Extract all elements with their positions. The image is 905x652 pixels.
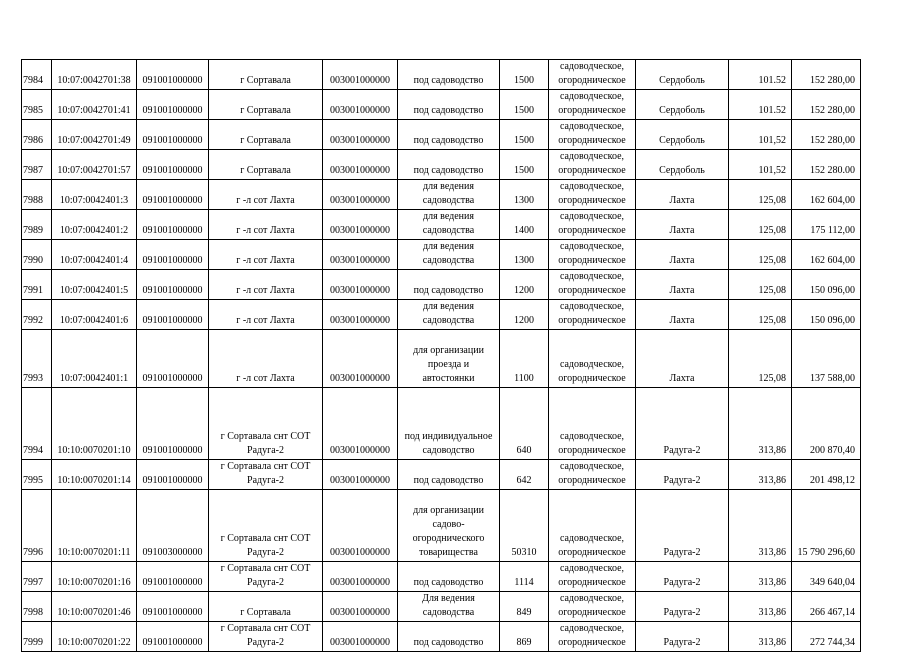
category-code-cell: 003001000000 (323, 388, 398, 460)
settlement-name-cell: Лахта (636, 300, 729, 330)
settlement-name-cell: Лахта (636, 240, 729, 270)
cadastral-number-cell: 10:07:0042401:5 (52, 270, 137, 300)
location-address-cell: г Сортавала (209, 592, 323, 622)
specific-value-cell: 313,86 (729, 592, 792, 622)
cadastral-number-cell: 10:10:0070201:14 (52, 460, 137, 490)
land-category-cell: садоводческое, огородническое (549, 562, 636, 592)
category-code-cell: 003001000000 (323, 180, 398, 210)
area-value-cell: 869 (500, 622, 549, 652)
land-category-cell: садоводческое, огородническое (549, 150, 636, 180)
specific-value-cell: 101,52 (729, 150, 792, 180)
category-code-cell: 003001000000 (323, 622, 398, 652)
area-value-cell: 1114 (500, 562, 549, 592)
table-row (22, 270, 861, 300)
land-category-cell: садоводческое, огородническое (549, 210, 636, 240)
land-category-cell: садоводческое, огородническое (549, 60, 636, 90)
settlement-name-cell: Радуга-2 (636, 490, 729, 562)
permitted-use-cell: под садоводство (398, 622, 500, 652)
permitted-use-cell: для организации садово- огороднического товарищества (398, 490, 500, 562)
category-code-cell: 003001000000 (323, 460, 398, 490)
cadastral-number-cell: 10:07:0042701:57 (52, 150, 137, 180)
table-row (22, 622, 861, 652)
oktmo-code-cell: 091001000000 (137, 592, 209, 622)
row-number-cell: 7995 (22, 460, 52, 490)
table-row (22, 490, 861, 562)
permitted-use-cell: под садоводство (398, 460, 500, 490)
cadastral-number-cell: 10:07:0042701:38 (52, 60, 137, 90)
cadastral-number-cell: 10:07:0042401:2 (52, 210, 137, 240)
oktmo-code-cell: 091003000000 (137, 490, 209, 562)
oktmo-code-cell: 091001000000 (137, 210, 209, 240)
permitted-use-cell: для организации проезда и автостоянки (398, 330, 500, 388)
specific-value-cell: 101,52 (729, 120, 792, 150)
settlement-name-cell: Радуга-2 (636, 460, 729, 490)
cadastral-value-cell: 201 498,12 (792, 460, 861, 490)
location-address-cell: г Сортавала (209, 150, 323, 180)
cadastral-number-cell: 10:07:0042401:3 (52, 180, 137, 210)
permitted-use-cell: для ведения садоводства (398, 180, 500, 210)
area-value-cell: 1200 (500, 270, 549, 300)
land-category-cell: садоводческое, огородническое (549, 300, 636, 330)
category-code-cell: 003001000000 (323, 210, 398, 240)
location-address-cell: г Сортавала (209, 120, 323, 150)
land-category-cell: садоводческое, огородническое (549, 240, 636, 270)
settlement-name-cell: Сердоболь (636, 150, 729, 180)
category-code-cell: 003001000000 (323, 240, 398, 270)
cadastral-number-cell: 10:07:0042401:6 (52, 300, 137, 330)
specific-value-cell: 101.52 (729, 60, 792, 90)
oktmo-code-cell: 091001000000 (137, 300, 209, 330)
table-row (22, 120, 861, 150)
permitted-use-cell: под садоводство (398, 270, 500, 300)
oktmo-code-cell: 091001000000 (137, 60, 209, 90)
category-code-cell: 003001000000 (323, 562, 398, 592)
category-code-cell: 003001000000 (323, 330, 398, 388)
location-address-cell: г Сортавала снт СОТ Радуга-2 (209, 562, 323, 592)
row-number-cell: 7996 (22, 490, 52, 562)
cadastral-value-cell: 152 280,00 (792, 60, 861, 90)
land-category-cell: садоводческое, огородническое (549, 388, 636, 460)
oktmo-code-cell: 091001000000 (137, 622, 209, 652)
area-value-cell: 1500 (500, 60, 549, 90)
cadastral-value-cell: 137 588,00 (792, 330, 861, 388)
specific-value-cell: 125,08 (729, 300, 792, 330)
table-row (22, 330, 861, 388)
category-code-cell: 003001000000 (323, 150, 398, 180)
location-address-cell: г -л сот Лахта (209, 300, 323, 330)
settlement-name-cell: Лахта (636, 180, 729, 210)
settlement-name-cell: Радуга-2 (636, 562, 729, 592)
row-number-cell: 7993 (22, 330, 52, 388)
oktmo-code-cell: 091001000000 (137, 150, 209, 180)
location-address-cell: г Сортавала снт СОТ Радуга-2 (209, 460, 323, 490)
area-value-cell: 642 (500, 460, 549, 490)
location-address-cell: г Сортавала (209, 90, 323, 120)
permitted-use-cell: под садоводство (398, 90, 500, 120)
cadastral-value-cell: 162 604,00 (792, 240, 861, 270)
location-address-cell: г Сортавала снт СОТ Радуга-2 (209, 490, 323, 562)
cadastral-number-cell: 10:07:0042701:41 (52, 90, 137, 120)
area-value-cell: 849 (500, 592, 549, 622)
table-row (22, 300, 861, 330)
land-category-cell: садоводческое, огородническое (549, 330, 636, 388)
category-code-cell: 003001000000 (323, 490, 398, 562)
category-code-cell: 003001000000 (323, 120, 398, 150)
cadastral-value-cell: 15 790 296,60 (792, 490, 861, 562)
land-category-cell: садоводческое, огородническое (549, 90, 636, 120)
row-number-cell: 7986 (22, 120, 52, 150)
cadastral-value-cell: 150 096,00 (792, 270, 861, 300)
specific-value-cell: 125,08 (729, 210, 792, 240)
permitted-use-cell: для ведения садоводства (398, 300, 500, 330)
table-row (22, 60, 861, 90)
permitted-use-cell: для ведения садоводства (398, 210, 500, 240)
cadastral-value-cell: 349 640,04 (792, 562, 861, 592)
cadastral-number-cell: 10:10:0070201:46 (52, 592, 137, 622)
row-number-cell: 7992 (22, 300, 52, 330)
area-value-cell: 1500 (500, 90, 549, 120)
row-number-cell: 7987 (22, 150, 52, 180)
settlement-name-cell: Лахта (636, 210, 729, 240)
table-row (22, 388, 861, 460)
table-row (22, 460, 861, 490)
settlement-name-cell: Радуга-2 (636, 622, 729, 652)
permitted-use-cell: под садоводство (398, 562, 500, 592)
cadastral-value-cell: 152 280,00 (792, 90, 861, 120)
cadastral-number-cell: 10:07:0042401:1 (52, 330, 137, 388)
permitted-use-cell: под садоводство (398, 150, 500, 180)
cadastral-value-cell: 200 870,40 (792, 388, 861, 460)
cadastral-value-cell: 272 744,34 (792, 622, 861, 652)
category-code-cell: 003001000000 (323, 270, 398, 300)
specific-value-cell: 101.52 (729, 90, 792, 120)
location-address-cell: г Сортавала снт СОТ Радуга-2 (209, 622, 323, 652)
table-body (22, 60, 861, 652)
row-number-cell: 7988 (22, 180, 52, 210)
specific-value-cell: 125,08 (729, 330, 792, 388)
land-category-cell: садоводческое, огородническое (549, 460, 636, 490)
settlement-name-cell: Лахта (636, 270, 729, 300)
area-value-cell: 50310 (500, 490, 549, 562)
location-address-cell: г -л сот Лахта (209, 180, 323, 210)
cadastral-number-cell: 10:10:0070201:10 (52, 388, 137, 460)
row-number-cell: 7991 (22, 270, 52, 300)
specific-value-cell: 125,08 (729, 180, 792, 210)
oktmo-code-cell: 091001000000 (137, 388, 209, 460)
oktmo-code-cell: 091001000000 (137, 90, 209, 120)
specific-value-cell: 125,08 (729, 240, 792, 270)
land-category-cell: садоводческое, огородническое (549, 180, 636, 210)
area-value-cell: 1500 (500, 120, 549, 150)
settlement-name-cell: Лахта (636, 330, 729, 388)
land-category-cell: садоводческое, огородническое (549, 592, 636, 622)
specific-value-cell: 313,86 (729, 490, 792, 562)
cadastral-number-cell: 10:07:0042401:4 (52, 240, 137, 270)
cadastral-value-cell: 152 280.00 (792, 150, 861, 180)
table-row (22, 562, 861, 592)
row-number-cell: 7997 (22, 562, 52, 592)
cadastral-number-cell: 10:10:0070201:11 (52, 490, 137, 562)
cadastral-value-cell: 150 096,00 (792, 300, 861, 330)
category-code-cell: 003001000000 (323, 300, 398, 330)
land-category-cell: садоводческое, огородническое (549, 622, 636, 652)
cadastral-number-cell: 10:07:0042701:49 (52, 120, 137, 150)
area-value-cell: 1300 (500, 240, 549, 270)
row-number-cell: 7999 (22, 622, 52, 652)
location-address-cell: г -л сот Лахта (209, 210, 323, 240)
settlement-name-cell: Сердоболь (636, 60, 729, 90)
cadastral-number-cell: 10:10:0070201:22 (52, 622, 137, 652)
land-category-cell: садоводческое, огородническое (549, 490, 636, 562)
cadastral-value-cell: 266 467,14 (792, 592, 861, 622)
location-address-cell: г Сортавала снт СОТ Радуга-2 (209, 388, 323, 460)
location-address-cell: г Сортавала (209, 60, 323, 90)
oktmo-code-cell: 091001000000 (137, 330, 209, 388)
land-cadastre-table (21, 59, 861, 652)
permitted-use-cell: под индивидуальное садоводство (398, 388, 500, 460)
area-value-cell: 1100 (500, 330, 549, 388)
cadastral-value-cell: 162 604,00 (792, 180, 861, 210)
area-value-cell: 1200 (500, 300, 549, 330)
settlement-name-cell: Радуга-2 (636, 592, 729, 622)
permitted-use-cell: для ведения садоводства (398, 240, 500, 270)
oktmo-code-cell: 091001000000 (137, 460, 209, 490)
cadastral-number-cell: 10:10:0070201:16 (52, 562, 137, 592)
cadastral-value-cell: 175 112,00 (792, 210, 861, 240)
category-code-cell: 003001000000 (323, 90, 398, 120)
row-number-cell: 7989 (22, 210, 52, 240)
row-number-cell: 7985 (22, 90, 52, 120)
oktmo-code-cell: 091001000000 (137, 120, 209, 150)
oktmo-code-cell: 091001000000 (137, 180, 209, 210)
specific-value-cell: 313,86 (729, 388, 792, 460)
location-address-cell: г -л сот Лахта (209, 240, 323, 270)
table-row (22, 90, 861, 120)
row-number-cell: 7994 (22, 388, 52, 460)
settlement-name-cell: Радуга-2 (636, 388, 729, 460)
cadastral-value-cell: 152 280,00 (792, 120, 861, 150)
land-category-cell: садоводческое, огородническое (549, 120, 636, 150)
permitted-use-cell: Для ведения садоводства (398, 592, 500, 622)
row-number-cell: 7990 (22, 240, 52, 270)
permitted-use-cell: под садоводство (398, 60, 500, 90)
area-value-cell: 640 (500, 388, 549, 460)
settlement-name-cell: Сердоболь (636, 120, 729, 150)
oktmo-code-cell: 091001000000 (137, 240, 209, 270)
settlement-name-cell: Сердоболь (636, 90, 729, 120)
specific-value-cell: 313,86 (729, 562, 792, 592)
area-value-cell: 1300 (500, 180, 549, 210)
oktmo-code-cell: 091001000000 (137, 270, 209, 300)
table-row (22, 180, 861, 210)
table-row (22, 240, 861, 270)
category-code-cell: 003001000000 (323, 592, 398, 622)
location-address-cell: г -л сот Лахта (209, 330, 323, 388)
row-number-cell: 7998 (22, 592, 52, 622)
table-row (22, 592, 861, 622)
specific-value-cell: 125,08 (729, 270, 792, 300)
category-code-cell: 003001000000 (323, 60, 398, 90)
specific-value-cell: 313,86 (729, 622, 792, 652)
row-number-cell: 7984 (22, 60, 52, 90)
table-row (22, 150, 861, 180)
specific-value-cell: 313,86 (729, 460, 792, 490)
oktmo-code-cell: 091001000000 (137, 562, 209, 592)
permitted-use-cell: под садоводство (398, 120, 500, 150)
area-value-cell: 1400 (500, 210, 549, 240)
area-value-cell: 1500 (500, 150, 549, 180)
location-address-cell: г -л сот Лахта (209, 270, 323, 300)
land-category-cell: садоводческое, огородническое (549, 270, 636, 300)
table-row (22, 210, 861, 240)
